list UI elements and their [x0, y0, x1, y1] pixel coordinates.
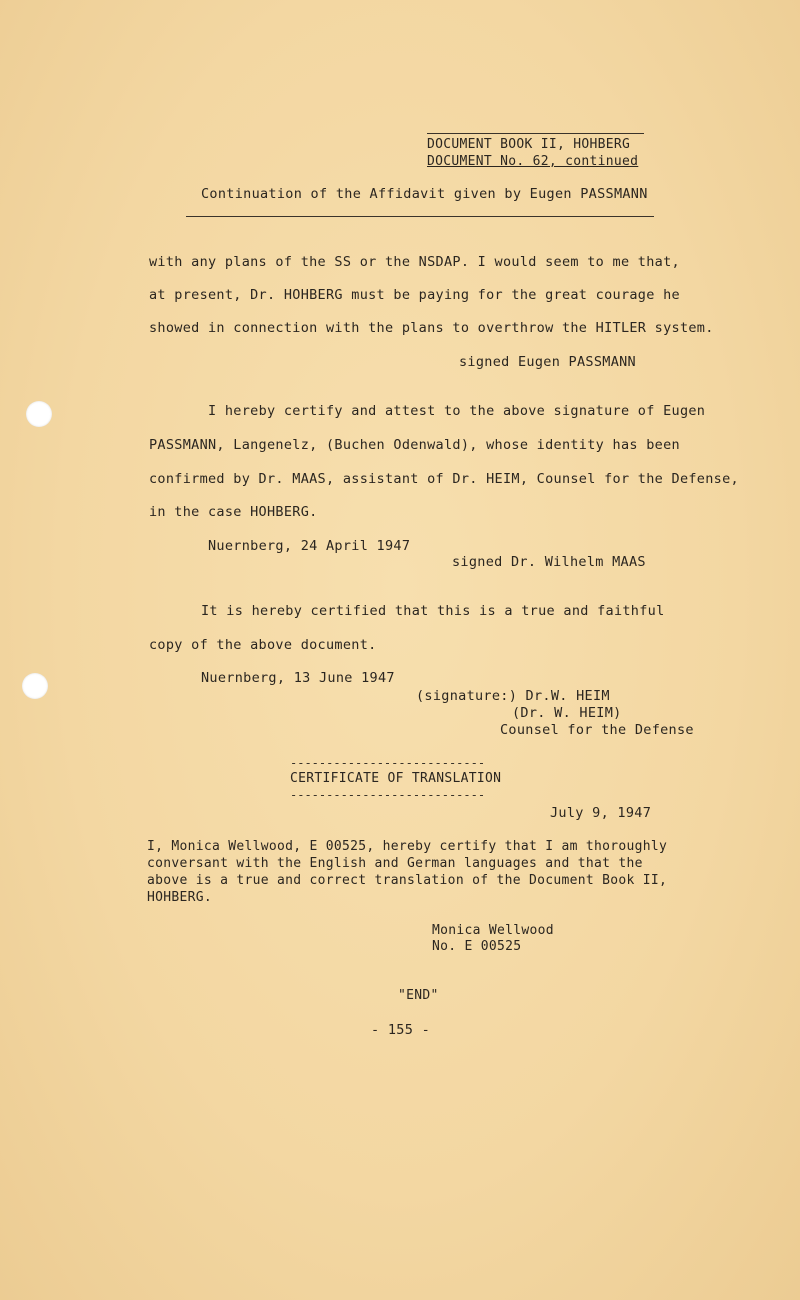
document-heading: Continuation of the Affidavit given by Eugen PASSMANN: [201, 186, 648, 202]
translation-line-2: conversant with the English and German languages and that the: [147, 856, 643, 871]
header-line-2: DOCUMENT No. 62, continued: [427, 154, 639, 169]
attestation-place-date: Nuernberg, 24 April 1947: [208, 538, 411, 554]
attestation-signature: signed Dr. Wilhelm MAAS: [452, 554, 646, 570]
translation-line-3: above is a true and correct translation of the Document Book II,: [147, 873, 668, 888]
copy-cert-counsel: Counsel for the Defense: [500, 722, 694, 738]
copy-cert-line-2: copy of the above document.: [149, 637, 377, 653]
attestation-line-4: in the case HOHBERG.: [149, 504, 318, 520]
affidavit-line-1: with any plans of the SS or the NSDAP. I would seem to me that,: [149, 254, 680, 270]
end-mark: "END": [398, 988, 439, 1003]
translation-date: July 9, 1947: [550, 805, 652, 821]
translation-line-4: HOHBERG.: [147, 890, 213, 905]
translator-number: No. E 00525: [432, 939, 522, 954]
translation-line-1: I, Monica Wellwood, E 00525, hereby certify that I am thoroughly: [147, 839, 668, 854]
copy-cert-line-1: It is hereby certified that this is a true and faithful: [201, 603, 665, 619]
copy-cert-signature-name: (Dr. W. HEIM): [512, 705, 622, 721]
punch-hole-top: [26, 401, 52, 427]
affidavit-line-2: at present, Dr. HOHBERG must be paying for the great courage he: [149, 287, 680, 303]
punch-hole-bottom: [22, 673, 48, 699]
header-line-1: DOCUMENT BOOK II, HOHBERG: [427, 137, 631, 152]
heading-rule: [186, 216, 654, 217]
translation-title-rule-top: ---------------------------: [290, 756, 486, 770]
attestation-line-1: I hereby certify and attest to the above signature of Eugen: [208, 403, 706, 419]
translation-title: CERTIFICATE OF TRANSLATION: [290, 771, 502, 786]
copy-cert-signature: (signature:) Dr.W. HEIM: [416, 688, 610, 704]
translation-title-rule-bottom: ---------------------------: [290, 788, 486, 802]
copy-cert-place-date: Nuernberg, 13 June 1947: [201, 670, 395, 686]
attestation-line-2: PASSMANN, Langenelz, (Buchen Odenwald), whose identity has been: [149, 437, 680, 453]
attestation-line-3: confirmed by Dr. MAAS, assistant of Dr. HEIM, Counsel for the Defense,: [149, 471, 739, 487]
affidavit-line-3: showed in connection with the plans to overthrow the HITLER system.: [149, 320, 714, 336]
page-number: - 155 -: [371, 1022, 430, 1038]
affidavit-signature: signed Eugen PASSMANN: [459, 354, 636, 370]
translator-name: Monica Wellwood: [432, 923, 554, 938]
header-rule-top: [427, 133, 644, 134]
